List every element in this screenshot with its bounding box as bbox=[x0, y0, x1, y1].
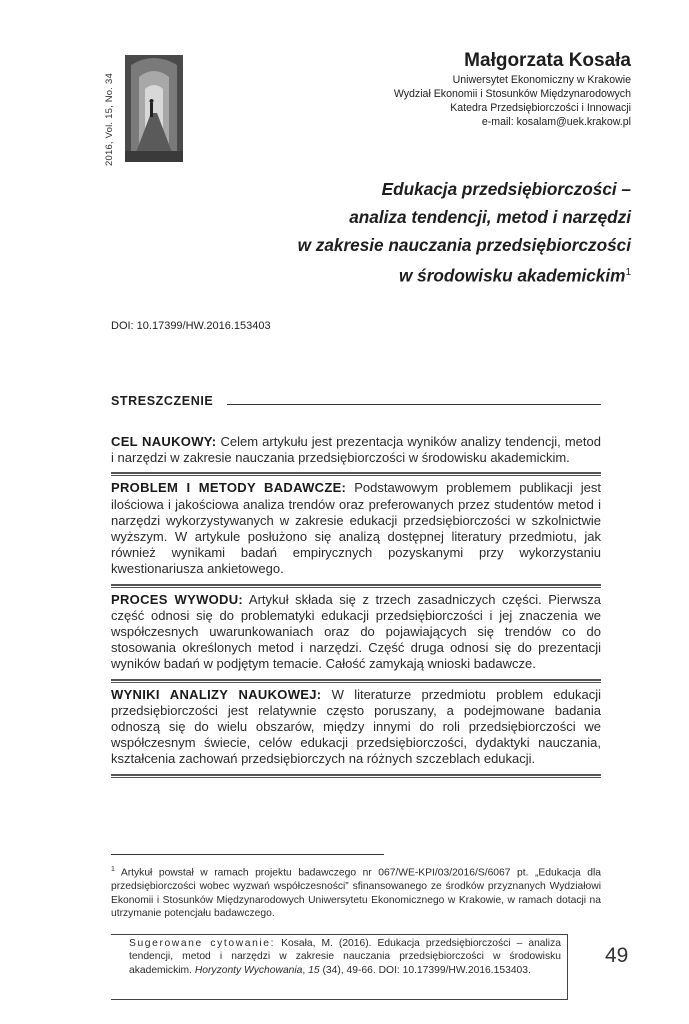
affiliation-faculty: Wydział Ekonomii i Stosunków Międzynarodowych bbox=[393, 88, 631, 100]
abstract-section-problem bbox=[111, 480, 601, 581]
title-line: Edukacja przedsiębiorczości – bbox=[381, 179, 631, 199]
section-divider bbox=[111, 679, 601, 683]
section-label: PROCES WYWODU: bbox=[111, 591, 244, 607]
abstract-heading: STRESZCZENIE bbox=[111, 394, 214, 408]
suggested-citation-box: Sugerowane cytowanie: Kosała, M. (2016). Edukacja przedsiębiorczości – analiza tendencji, metod i narzędzi w zakresie nauczania przedsiębiorczości w środowisku akademickim. Horyzonty Wychowania, 15 (34), 49-66. DOI: 10.17399/HW.2016.153403. bbox=[111, 934, 568, 1000]
section-divider bbox=[111, 774, 601, 778]
footnote-text: Artykuł powstał w ramach projektu badawczego nr 067/WE-KPI/03/2016/S/6067 pt. „Edukacja dla przedsiębiorczości wobec wyzwań współczesności” sfinansowanego ze środków przyznanych Wydziałowi Ekonomii i Stosunków Międzynarodowych Uniwersytetu Ekonomicznego w Krakowie, w ramach dotacji na utrzymanie potencjału badawczego. bbox=[111, 867, 601, 920]
citation-rest: (34), 49-66. DOI: 10.17399/HW.2016.153403. bbox=[322, 964, 531, 976]
footnote-rule bbox=[111, 854, 384, 855]
footnote-mark: 1 bbox=[111, 866, 115, 873]
affiliation-university: Uniwersytet Ekonomiczny w Krakowie bbox=[452, 74, 631, 86]
author-email: e-mail: kosalam@uek.krakow.pl bbox=[481, 116, 631, 128]
journal-cover-image bbox=[125, 55, 183, 162]
section-text: W literaturze przedmiotu problem edukacji przedsiębiorczości jest relatywnie często poruszany, a podejmowane badania odnoszą się do wielu obszarów, między innymi do roli przedsiębiorczości we współczesnym świecie, celów edukacji przedsiębiorczości, dydaktyki nauczania, kształcenia zachowań przedsiębiorczych na różnych szczeblach edukacji. bbox=[111, 686, 601, 767]
heading-rule bbox=[227, 404, 601, 405]
section-text: Artykuł składa się z trzech zasadniczych części. Pierwsza część odnosi się do problematyki edukacji przedsiębiorczości i jej znaczenia we współczesnych uwarunkowaniach oraz do pojawiających się trendów co do stosowania określonych metod i narzędzi. Część druga odnosi się do prezentacji wyników badań w podjętym temacie. Całość zamykają wnioski badawcze. bbox=[111, 591, 601, 672]
abstract-section-aim bbox=[111, 434, 601, 470]
title-footnote-mark: 1 bbox=[625, 267, 631, 278]
author-name: Małgorzata Kosała bbox=[464, 50, 631, 71]
section-label: PROBLEM I METODY BADAWCZE: bbox=[111, 480, 347, 496]
citation-journal: Horyzonty Wychowania bbox=[194, 964, 303, 976]
affiliation-department: Katedra Przedsiębiorczości i Innowacji bbox=[450, 102, 631, 114]
citation-text: Kosała, M. (2016). Edukacja przedsiębiorczości – analiza tendencji, metod i narzędzi w zakresie nauczania przedsiębiorczości w środowisku akademickim. bbox=[129, 938, 561, 976]
section-text: Podstawowym problemem publikacji jest ilościowa i jakościowa analiza trendów oraz preferowanych przez studentów metod i narzędzi wykorzystywanych w zakresie edukacji przedsiębiorczości w szkolnictwie wyższym. W artykule posłużono się analizą dostępnej literatury przedmiotu, jak również wynikami badań empirycznych pozyskanymi przy wykorzystaniu kwestionariusza ankietowego. bbox=[111, 480, 601, 577]
abstract-heading-row bbox=[111, 394, 601, 408]
title-line: w zakresie nauczania przedsiębiorczości bbox=[297, 235, 631, 255]
paper-title bbox=[161, 175, 631, 290]
section-text: Celem artykułu jest prezentacja wyników analizy tendencji, metod i narzędzi w zakresie nauczania przedsiębiorczości w środowisku akademickim. bbox=[111, 434, 601, 466]
doi: DOI: 10.17399/HW.2016.153403 bbox=[111, 320, 271, 332]
section-label: CEL NAUKOWY: bbox=[111, 434, 217, 449]
section-label: WYNIKI ANALIZY NAUKOWEJ: bbox=[111, 686, 322, 702]
citation-volume: 15 bbox=[308, 964, 320, 976]
citation-label: Sugerowane cytowanie: bbox=[129, 938, 276, 949]
section-divider bbox=[111, 472, 601, 476]
abstract bbox=[111, 434, 601, 782]
abstract-section-process bbox=[111, 592, 601, 677]
author-block bbox=[394, 50, 631, 129]
section-divider bbox=[111, 584, 601, 588]
footnote bbox=[111, 863, 601, 921]
abstract-section-results bbox=[111, 687, 601, 772]
title-line: w środowisku akademickim$^1$ bbox=[399, 265, 631, 286]
journal-volume-label: 2016, Vol. 15, No. 34 bbox=[104, 73, 115, 166]
title-line: analiza tendencji, metod i narzędzi bbox=[349, 207, 631, 227]
page-number: 49 bbox=[605, 944, 629, 967]
